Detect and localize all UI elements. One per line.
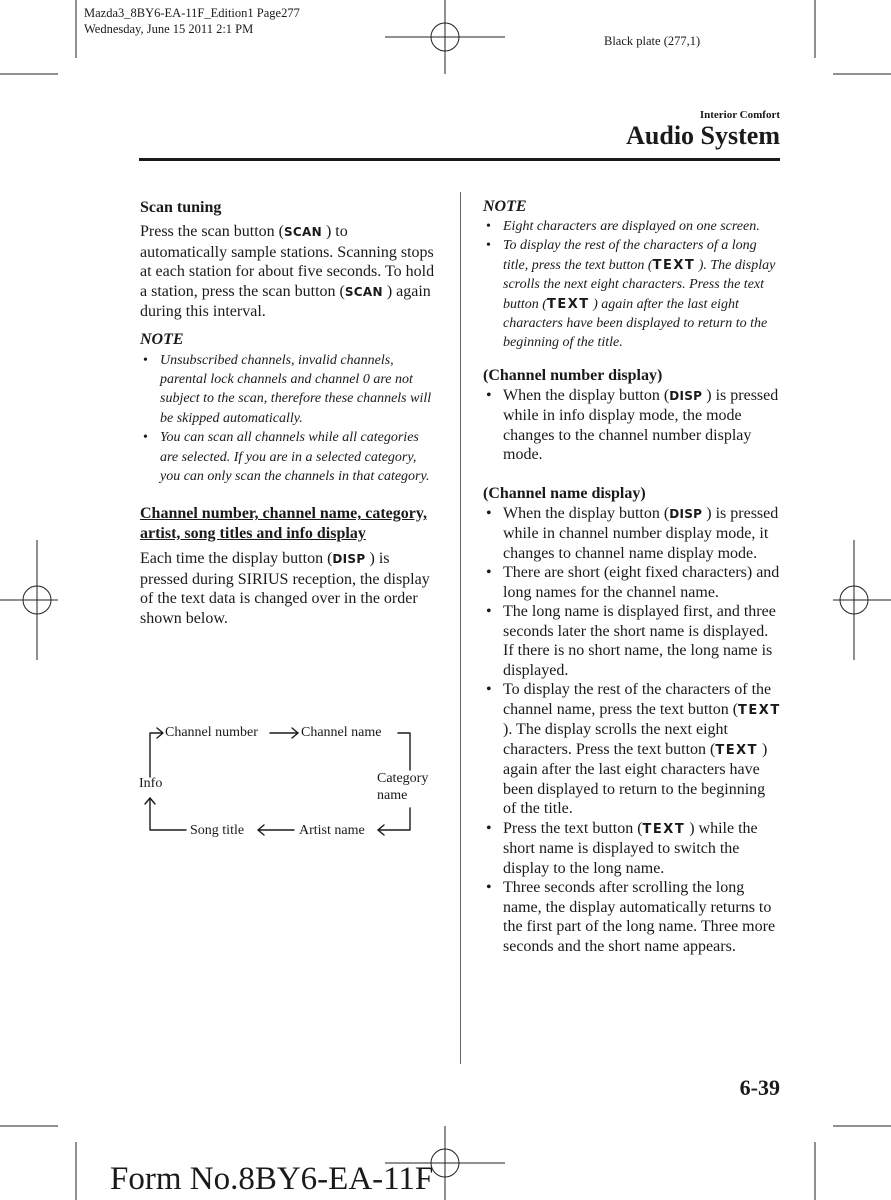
name-item5-a: Press the text button ( [503,819,643,837]
list-item: • The long name is displayed first, and three seconds later the short name is displayed. If there is no short name, the long name is displayed. [483,602,781,680]
diagram-info: Info [139,776,163,791]
num-item-b: ) is pressed while in info display mode, the mode changes to the channel number display mode. [503,386,779,464]
name-item4-b: ). The display scrolls the next eight characters. Press the text button ( [503,721,728,758]
text-note-2b: ). The display scrolls the next eight characters. Press the text button ( [503,257,776,312]
name-item1-a: When the display button ( [503,504,670,522]
text-note-list [483,217,781,353]
name-item1-b: ) is pressed while in channel number display mode, it changes to channel name display mode. [503,504,779,562]
text-note-2c: ) again after the last eight characters have been displayed to return to the beginning of the title. [503,296,768,351]
channel-name-display-list [483,504,781,957]
diagram-channel-number: Channel number [165,725,258,740]
disp-button-symbol: DISP [669,506,703,521]
text-button-symbol: TEXT [738,702,781,718]
disp-button-symbol: DISP [669,388,703,403]
text-button-symbol: TEXT [715,742,759,758]
name-item5-b: ) while the short name is displayed to switch the display to the long name. [503,819,758,877]
text-button-symbol: TEXT [652,257,696,273]
column-divider [460,192,461,1064]
diagram-channel-name: Channel name [301,725,382,740]
list-item: • Three seconds after scrolling the long name, the display automatically returns to the first part of the long name. Three more seconds and the short name appears. [483,878,781,956]
scan-tuning-heading: Scan tuning [140,199,222,216]
channel-text-2: ) is pressed during SIRIUS reception, the display of the text data is changed over in the order shown below. [140,550,430,627]
name-item4-c: ) again after the last eight characters have been displayed to return to the beginning of the title. [503,740,768,818]
form-number: Form No.8BY6-EA-11F [110,1161,434,1197]
diagram-category-line2: name [377,788,408,803]
scan-note-title: NOTE [140,330,184,348]
text-note-2a: To display the rest of the characters of a long title, press the text button ( [503,238,757,273]
list-item [483,386,781,465]
list-item [483,819,781,879]
print-meta [84,5,300,37]
list-item [483,680,781,819]
page-number: 6-39 [739,1075,780,1100]
channel-text-1: Each time the display button ( [140,550,333,568]
list-item [483,504,781,564]
display-order-diagram [138,720,438,845]
name-item4-a: To display the rest of the characters of the channel name, press the text button ( [503,681,772,718]
text-button-symbol-2: TEXT [546,296,590,312]
scan-button-symbol: SCAN [283,225,322,239]
scan-note-item: • Unsubscribed channels, invalid channels, parental lock channels and channel 0 are not subject to the scan, therefore these channels will be skipped automatically. [140,351,438,429]
channel-number-display-heading: (Channel number display) [483,366,663,384]
text-note-item: • Eight characters are displayed on one screen. [483,217,781,236]
plate-label: Black plate (277,1) [604,34,701,48]
channel-display-paragraph [140,549,438,628]
scan-text-3: ) again during this interval. [140,282,431,320]
channel-name-display-heading: (Channel name display) [483,484,646,502]
scan-note-list [140,351,438,487]
scan-button-symbol-2: SCAN [344,284,383,299]
header-rule [139,158,780,161]
print-meta-line2: Wednesday, June 15 2011 2:1 PM [84,22,254,36]
diagram-artist-name: Artist name [299,823,365,838]
list-item: • There are short (eight fixed characters) and long names for the channel name. [483,563,781,602]
section-label: Interior Comfort [699,109,780,121]
diagram-category-line1: Category [377,771,429,786]
text-note-title: NOTE [483,198,527,215]
scan-tuning-paragraph [140,222,438,322]
diagram-category-name [377,770,428,804]
scan-note-item: • You can scan all channels while all categories are selected. If you are in a selected category, you can only scan the channels in that category. [140,428,438,486]
page-title: Audio System [626,121,780,150]
print-meta-line1: Mazda3_8BY6-EA-11F_Edition1 Page277 [84,6,300,20]
text-note-item [483,236,781,352]
left-column [140,198,438,628]
right-column [483,197,781,956]
channel-display-heading: Channel number, channel name, category, artist, song titles and info display [140,505,427,542]
text-button-symbol: TEXT [642,821,686,837]
scan-text-2: ) to automatically sample stations. Scanning stops at each station for about five seconds. To hold a station, press the scan button ( [140,223,435,300]
scan-text-1: Press the scan button ( [140,223,284,240]
num-item-a: When the display button ( [503,386,670,404]
channel-number-display-list [483,386,781,465]
diagram-song-title: Song title [190,823,245,838]
disp-button-symbol: DISP [332,552,366,567]
